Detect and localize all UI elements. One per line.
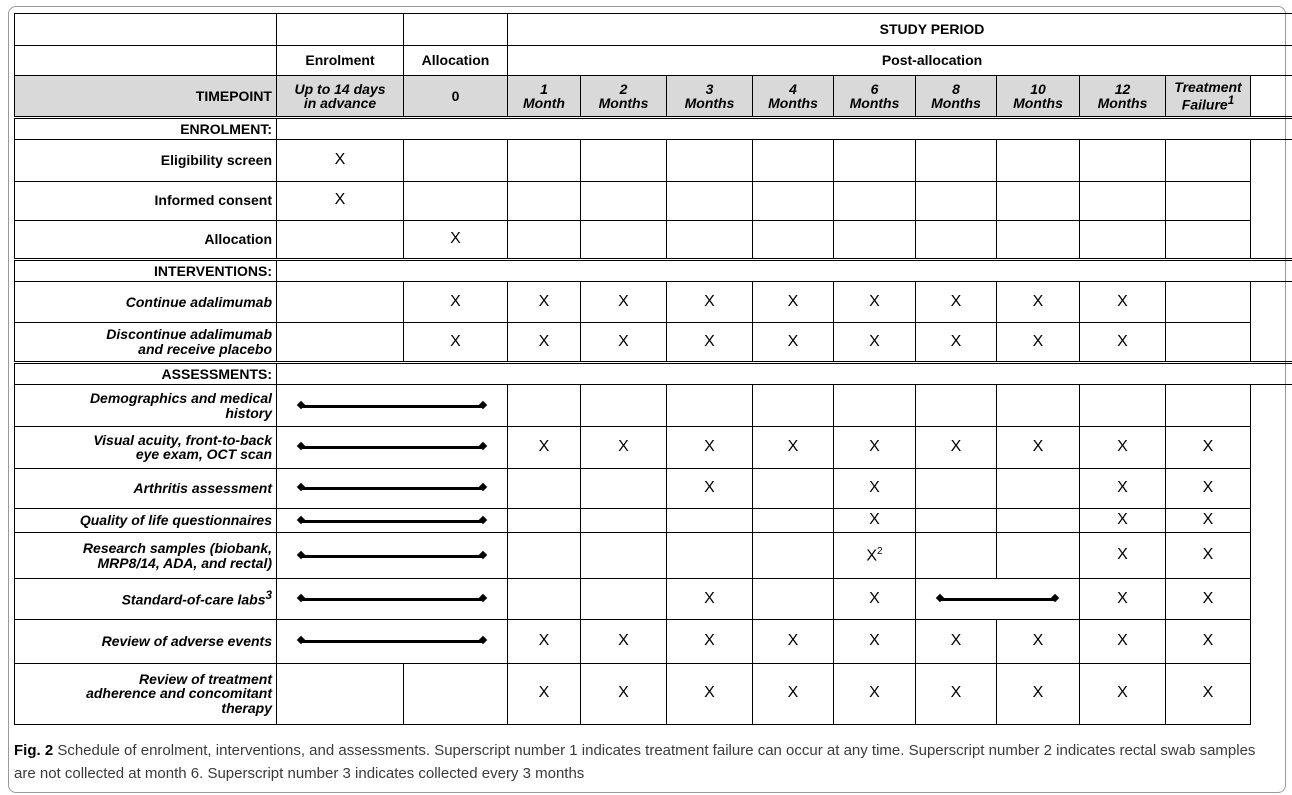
schedule-cell: X [834,509,916,533]
post-allocation-header: Post-allocation [508,45,1292,76]
schedule-cell: X [834,322,916,363]
schedule-cell [581,468,667,509]
schedule-cell: X [753,282,834,323]
schedule-cell [834,139,916,181]
schedule-cell [753,509,834,533]
duration-arrow [301,446,483,449]
schedule-cell [834,385,916,427]
superscript: 2 [877,545,883,557]
header-empty-cell [404,14,508,46]
schedule-cell [997,181,1080,220]
schedule-cell [404,181,508,220]
schedule-cell [667,533,753,579]
schedule-cell: X [1166,533,1251,579]
schedule-cell [581,221,667,260]
timepoint-cell: Up to 14 days in advance [277,76,404,118]
row-label: Continue adalimumab [15,282,277,323]
schedule-cell: X [916,663,997,724]
timepoint-cell: 1 Month [508,76,581,118]
schedule-cell [581,385,667,427]
schedule-cell [667,139,753,181]
schedule-cell [508,533,581,579]
schedule-cell: X [1080,282,1166,323]
schedule-cell [508,468,581,509]
spirit-schedule-table [14,13,1276,725]
schedule-cell [581,579,667,620]
schedule-cell: X [1166,509,1251,533]
schedule-cell [753,221,834,260]
schedule-cell: X [667,579,753,620]
caption-text: Schedule of enrolment, interventions, and assessments. Superscript number 1 indicates treatment failure can occur at any time. Superscript number 2 indicates rectal swab samples are not collected at month 6. Superscript number 3 indicates collected every 3 months [14,742,1256,782]
schedule-cell: X [277,139,404,181]
schedule-row [15,322,1292,363]
schedule-cell: X [667,468,753,509]
header-empty-cell [15,14,277,46]
schedule-cell [753,181,834,220]
schedule-cell [1166,322,1251,363]
schedule-cell: X [834,468,916,509]
schedule-cell [997,385,1080,427]
schedule-cell: X [916,426,997,468]
timepoint-cell: 12 Months [1080,76,1166,118]
arrow-span-cell [916,579,1080,620]
schedule-cell [997,468,1080,509]
timepoint-cell: 6 Months [834,76,916,118]
duration-arrow [301,640,483,643]
timepoint-cell: 10 Months [997,76,1080,118]
timepoint-label: TIMEPOINT [15,76,277,118]
schedule-cell [916,181,997,220]
timepoint-cell: 8 Months [916,76,997,118]
schedule-cell [667,385,753,427]
schedule-cell: X [916,322,997,363]
schedule-cell: X [834,579,916,620]
schedule-row [15,619,1292,663]
schedule-cell [997,139,1080,181]
row-label: Quality of life questionnaires [15,509,277,533]
section-filler [277,363,1292,385]
schedule-cell: X [581,426,667,468]
row-label: Demographics and medical history [15,385,277,427]
schedule-cell [916,385,997,427]
schedule-cell: X [508,322,581,363]
schedule-cell: X [1166,619,1251,663]
arrow-span-cell [277,619,508,663]
schedule-cell: X [581,282,667,323]
schedule-cell [508,579,581,620]
schedule-cell: X [834,619,916,663]
study-period-header: STUDY PERIOD [508,14,1292,46]
schedule-cell: X [1080,619,1166,663]
row-label: Review of adverse events [15,619,277,663]
timepoint-cell: Treatment Failure$^1$ [1166,76,1251,118]
duration-arrow [301,405,483,408]
schedule-cell [753,533,834,579]
duration-arrow [301,487,483,490]
schedule-row [15,282,1292,323]
section-filler [277,260,1292,282]
schedule-row [15,221,1292,260]
schedule-cell [508,139,581,181]
schedule-cell [667,221,753,260]
row-label: Informed consent [15,181,277,220]
schedule-cell: X [1166,468,1251,509]
duration-arrow [301,598,483,601]
schedule-cell: X [667,282,753,323]
schedule-cell [997,533,1080,579]
row-label: Discontinue adalimumab and receive placebo [15,322,277,363]
schedule-cell [1080,139,1166,181]
header-empty-cell [15,45,277,76]
row-label: Allocation [15,221,277,260]
row-label: Visual acuity, front-to-back eye exam, OCT scan [15,426,277,468]
schedule-cell: X [916,282,997,323]
schedule-cell [753,139,834,181]
schedule-cell: X [834,282,916,323]
duration-arrow [301,520,483,523]
schedule-cell: X [667,426,753,468]
schedule-cell: X [404,282,508,323]
schedule-cell: X [1080,426,1166,468]
schedule-cell [753,579,834,620]
schedule-cell [997,221,1080,260]
schedule-cell [916,139,997,181]
schedule-cell: X [581,619,667,663]
schedule-cell: X [1166,426,1251,468]
schedule-cell: X [997,663,1080,724]
schedule-cell [753,468,834,509]
schedule-cell: X [834,426,916,468]
schedule-cell: X [997,426,1080,468]
timepoint-cell: 2 Months [581,76,667,118]
schedule-cell: X [508,663,581,724]
schedule-cell: X [1080,468,1166,509]
section-title: ASSESSMENTS: [15,363,277,385]
schedule-cell [404,663,508,724]
schedule-cell [277,663,404,724]
schedule-cell: X [1080,579,1166,620]
row-label: Standard-of-care labs$^3$ [15,579,277,620]
superscript: 1 [1227,93,1235,107]
schedule-row [15,426,1292,468]
schedule-row [15,533,1292,579]
schedule-cell: X [997,619,1080,663]
schedule-cell: X [508,619,581,663]
schedule-cell [1080,181,1166,220]
schedule-cell: X [508,426,581,468]
schedule-cell [404,139,508,181]
schedule-cell: X [404,221,508,260]
schedule-cell: $X^2$ [834,533,916,579]
arrow-span-cell [277,533,508,579]
schedule-row [15,181,1292,220]
schedule-cell [753,385,834,427]
timepoint-cell: 4 Months [753,76,834,118]
schedule-cell: X [753,426,834,468]
section-title: ENROLMENT: [15,118,277,140]
schedule-cell [834,181,916,220]
schedule-cell: X [997,322,1080,363]
schedule-cell [277,221,404,260]
row-label: Arthritis assessment [15,468,277,509]
schedule-cell [508,385,581,427]
schedule-cell [1166,181,1251,220]
schedule-cell: X [997,282,1080,323]
schedule-row [15,509,1292,533]
schedule-cell: X [1080,533,1166,579]
header-empty-cell [277,14,404,46]
schedule-cell: X [277,181,404,220]
section-filler [277,118,1292,140]
schedule-cell [1166,385,1251,427]
schedule-cell: X [1080,322,1166,363]
enrolment-header: Enrolment [277,45,404,76]
schedule-cell: X [508,282,581,323]
schedule-cell: X [1166,579,1251,620]
arrow-span-cell [277,468,508,509]
schedule-cell: X [916,619,997,663]
schedule-cell [916,533,997,579]
allocation-header: Allocation [404,45,508,76]
schedule-cell [277,322,404,363]
schedule-row [15,663,1292,724]
figure-label: Fig. 2 [14,742,54,759]
schedule-cell [277,282,404,323]
schedule-cell [1080,385,1166,427]
schedule-cell [1166,139,1251,181]
schedule-cell: X [1080,509,1166,533]
arrow-span-cell [277,579,508,620]
schedule-cell [834,221,916,260]
schedule-cell: X [667,619,753,663]
schedule-cell [508,221,581,260]
schedule-cell: X [753,322,834,363]
schedule-cell [581,509,667,533]
schedule-cell [581,139,667,181]
superscript: 3 [265,589,272,603]
section-title: INTERVENTIONS: [15,260,277,282]
figure-caption [14,739,1280,785]
schedule-cell: X [753,619,834,663]
timepoint-cell: 0 [404,76,508,118]
row-label: Review of treatment adherence and concomitant therapy [15,663,277,724]
schedule-cell: X [581,663,667,724]
schedule-cell [581,533,667,579]
row-label: Eligibility screen [15,139,277,181]
schedule-cell [508,509,581,533]
schedule-cell [1080,221,1166,260]
schedule-cell [667,181,753,220]
schedule-cell [581,181,667,220]
schedule-cell: X [667,663,753,724]
schedule-cell [508,181,581,220]
schedule-cell [916,509,997,533]
schedule-cell [916,221,997,260]
row-label: Research samples (biobank, MRP8/14, ADA, and rectal) [15,533,277,579]
arrow-span-cell [277,426,508,468]
schedule-cell: X [834,663,916,724]
schedule-cell [1166,282,1251,323]
schedule-row [15,385,1292,427]
timepoint-cell: 3 Months [667,76,753,118]
schedule-cell [1166,221,1251,260]
schedule-cell: X [1166,663,1251,724]
arrow-span-cell [277,385,508,427]
schedule-cell: X [404,322,508,363]
schedule-row [15,139,1292,181]
duration-arrow [940,598,1055,601]
schedule-cell [667,509,753,533]
schedule-cell [916,468,997,509]
schedule-cell [997,509,1080,533]
schedule-row [15,579,1292,620]
duration-arrow [301,555,483,558]
arrow-span-cell [277,509,508,533]
schedule-row [15,468,1292,509]
schedule-cell: X [581,322,667,363]
schedule-cell: X [1080,663,1166,724]
schedule-cell: X [753,663,834,724]
schedule-cell: X [667,322,753,363]
